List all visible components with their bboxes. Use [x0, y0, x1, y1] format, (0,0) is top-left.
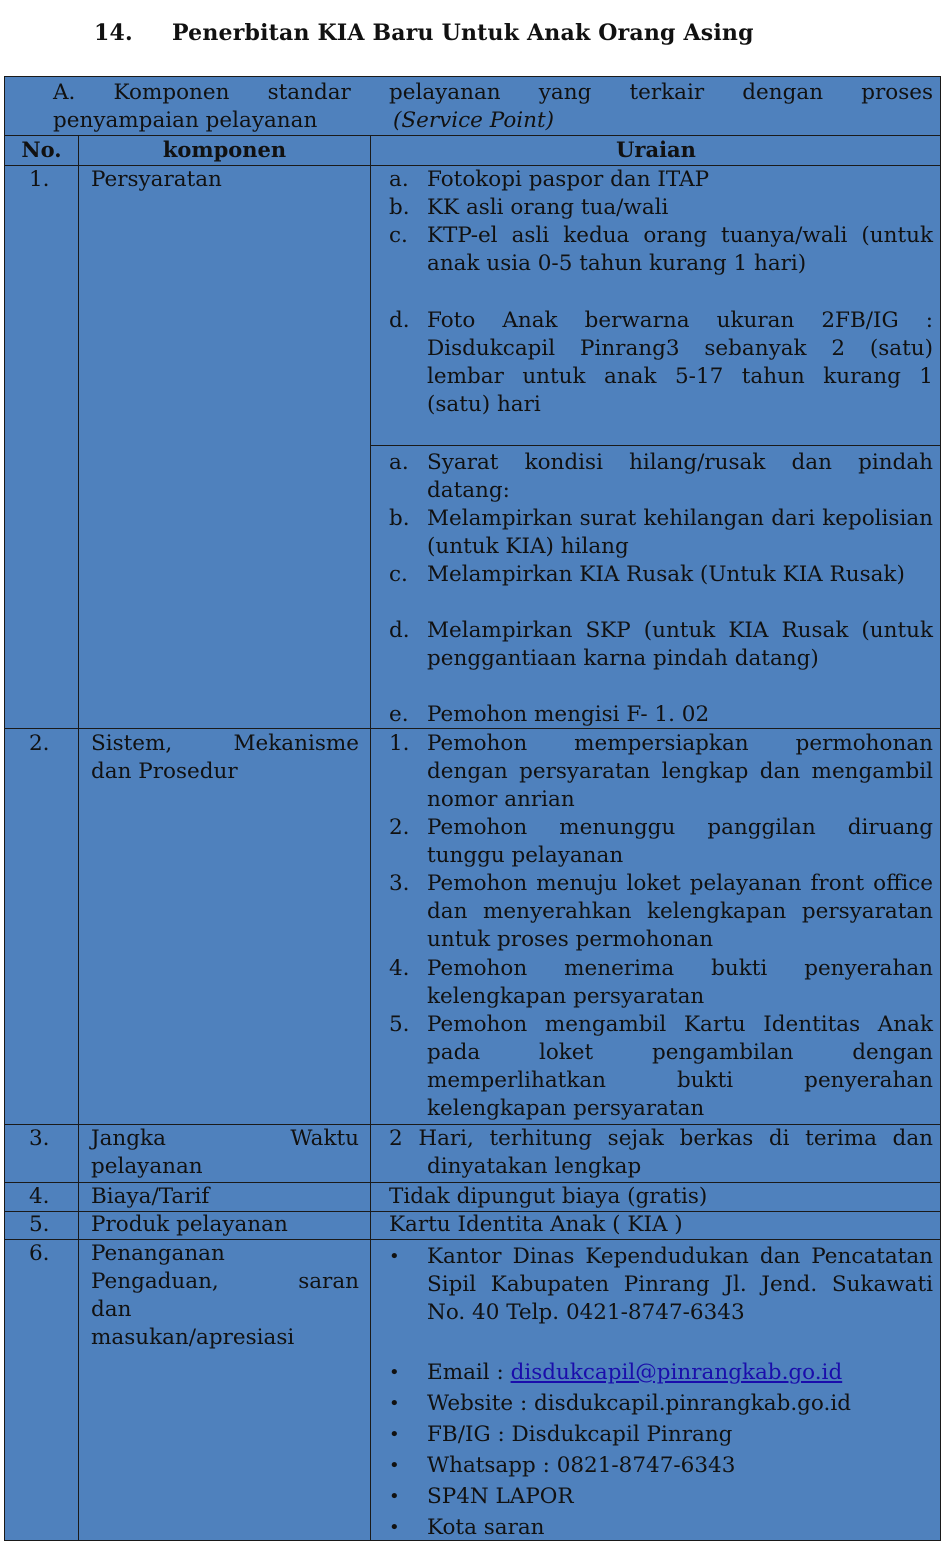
row-4-number: 4. — [29, 1184, 50, 1209]
list-item: • Kota saran — [389, 1515, 545, 1540]
row-2-komponen-line2: dan Prosedur — [91, 759, 238, 784]
row-6-number: 6. — [29, 1241, 50, 1266]
row-3-number: 3. — [29, 1126, 50, 1151]
list-item: e. Pemohon mengisi F- 1. 02 — [389, 702, 710, 727]
list-item: 5. Pemohon mengambil Kartu Identitas Anak pada loket pengambilan dengan memperlihatkan bukti penyerahan kelengkapan persyaratan — [389, 1012, 933, 1121]
list-item: • Website : disdukcapil.pinrangkab.go.id — [389, 1391, 851, 1416]
column-header-komponen: komponen — [162, 137, 287, 162]
row-4-komponen: Biaya/Tarif — [91, 1184, 210, 1209]
row-6-komponen-line4: masukan/apresiasi — [91, 1325, 295, 1350]
row-2-number: 2. — [29, 731, 50, 756]
row-2-komponen-line1: Sistem, Mekanisme — [91, 731, 359, 756]
bullet-icon: • — [389, 1486, 400, 1507]
row-4-uraian: Tidak dipungut biaya (gratis) — [389, 1184, 708, 1209]
service-standard-table — [4, 76, 941, 1541]
document-heading — [94, 20, 754, 46]
column-header-no: No. — [21, 137, 62, 162]
list-item: 4. Pemohon menerima bukti penyerahan kelengkapan persyaratan — [389, 956, 933, 1009]
row-5-komponen: Produk pelayanan — [91, 1212, 288, 1237]
column-header-uraian: Uraian — [616, 137, 696, 162]
list-item: a. Syarat kondisi hilang/rusak dan pindah datang: — [389, 450, 933, 503]
divider — [370, 445, 940, 446]
row-5-number: 5. — [29, 1212, 50, 1237]
bullet-icon: • — [389, 1362, 400, 1383]
section-title-line1: A. Komponen standar pelayanan yang terkair dengan proses — [53, 80, 933, 105]
email-link[interactable]: disdukcapil@pinrangkab.go.id — [510, 1360, 843, 1385]
bullet-icon: • — [389, 1517, 400, 1538]
list-item: • SP4N LAPOR — [389, 1484, 574, 1509]
row-6-komponen-line3: dan — [91, 1297, 132, 1322]
list-item: • Kantor Dinas Kependudukan dan Pencatatan Sipil Kabupaten Pinrang Jl. Jend. Sukawati No. 40 Telp. 0421-8747-6343 — [389, 1244, 933, 1325]
row-3-komponen-line2: pelayanan — [91, 1154, 203, 1179]
row-6-komponen-line1: Penanganan — [91, 1241, 225, 1266]
list-item: 1. Pemohon mempersiapkan permohonan dengan persyaratan lengkap dan mengambil nomor anrian — [389, 731, 933, 812]
heading-number: 14. — [94, 20, 133, 46]
heading-title: Penerbitan KIA Baru Untuk Anak Orang Asing — [172, 20, 754, 46]
bullet-icon: • — [389, 1393, 400, 1414]
row-1-komponen: Persyaratan — [91, 167, 222, 192]
list-item: d. Melampirkan SKP (untuk KIA Rusak (untuk penggantiaan karna pindah datang) — [389, 618, 933, 671]
list-item: • Email : disdukcapil@pinrangkab.go.id — [389, 1360, 843, 1385]
list-item: a. Fotokopi paspor dan ITAP — [389, 167, 710, 192]
list-item: 3. Pemohon menuju loket pelayanan front office dan menyerahkan kelengkapan persyaratan untuk proses permohonan — [389, 871, 933, 952]
list-item: 2. Pemohon menunggu panggilan diruang tunggu pelayanan — [389, 815, 933, 868]
list-item: • Whatsapp : 0821-8747-6343 — [389, 1453, 736, 1478]
row-5-uraian: Kartu Identita Anak ( KIA ) — [389, 1212, 683, 1237]
bullet-icon: • — [389, 1246, 400, 1267]
bullet-icon: • — [389, 1424, 400, 1445]
row-3-uraian-line1: 2 Hari, terhitung sejak berkas di terima dan — [389, 1126, 933, 1151]
section-title-line2: penyampaian pelayanan (Service Point) — [53, 108, 555, 133]
row-3-uraian-line2: dinyatakan lengkap — [427, 1154, 642, 1179]
list-item: c. Melampirkan KIA Rusak (Untuk KIA Rusak) — [389, 562, 905, 587]
row-6-komponen-line2: Pengaduan, saran — [91, 1269, 359, 1294]
list-item: • FB/IG : Disdukcapil Pinrang — [389, 1422, 733, 1447]
list-item: b. Melampirkan surat kehilangan dari kepolisian (untuk KIA) hilang — [389, 506, 933, 559]
list-item: c. KTP-el asli kedua orang tuanya/wali (untuk anak usia 0-5 tahun kurang 1 hari) — [389, 223, 933, 276]
bullet-icon: • — [389, 1455, 400, 1476]
row-3-komponen-line1: Jangka Waktu — [91, 1126, 359, 1151]
list-item: b. KK asli orang tua/wali — [389, 195, 669, 220]
row-1-number: 1. — [29, 167, 50, 192]
divider — [370, 135, 371, 1540]
list-item: d. Foto Anak berwarna ukuran 2FB/IG : Disdukcapil Pinrang3 sebanyak 2 (satu) lembar untuk anak 5-17 tahun kurang 1 (satu) hari — [389, 308, 933, 417]
divider — [78, 135, 79, 1540]
